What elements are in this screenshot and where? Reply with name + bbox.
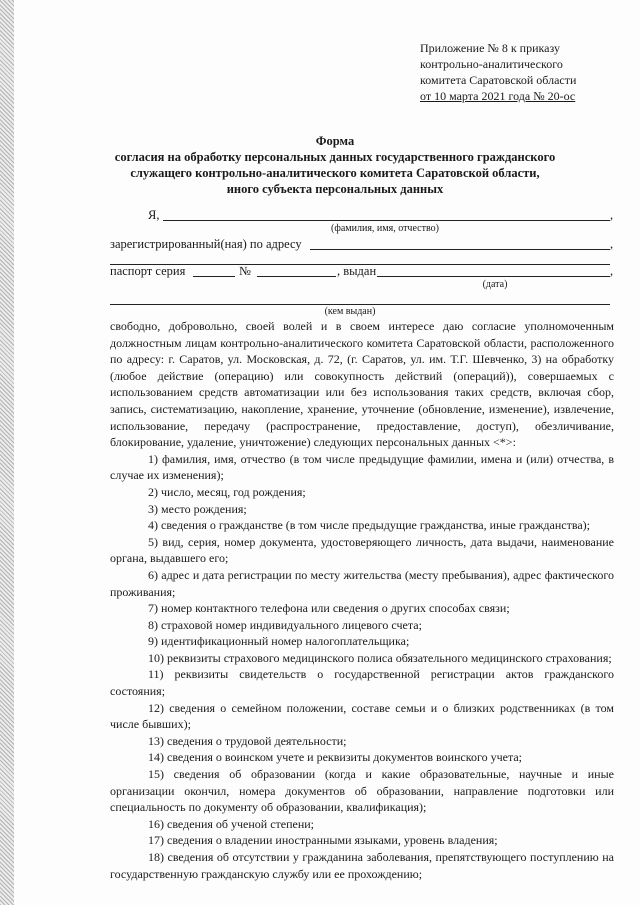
list-item: 13) сведения о трудовой деятельности; xyxy=(148,733,347,748)
address-label: зарегистрированный(ная) по адресу xyxy=(110,237,302,251)
list-item: 5) вид, серия, номер документа, удостоверяющего личность, дата выдачи, наименование органа, выдавшего его; xyxy=(110,534,614,566)
list-item: 10) реквизиты страхового медицинского полиса обязательного медицинского страхования; xyxy=(148,650,612,665)
appendix-block xyxy=(420,40,620,104)
list-item: 16) сведения об ученой степени; xyxy=(148,816,315,831)
appendix-line: комитета Саратовской области xyxy=(420,73,577,87)
issued-label: , выдан xyxy=(337,264,377,278)
appendix-line: Приложение № 8 к приказу xyxy=(420,41,560,55)
list-item: 12) сведения о семейном положении, составе семьи и о близких родственниках (в том числе бывших); xyxy=(110,700,614,732)
form-title-line: согласия на обработку персональных данных государственного гражданского xyxy=(114,150,556,164)
consent-intro: свободно, добровольно, своей волей и в своем интересе даю согласие уполномоченным должностным лицам контрольно-аналитического комитета Саратовской области, расположенного по адресу: г. Саратов, ул. Московская, д. 72, (г. Саратов, ул. им. Т.Г. Шевченко, 3) на обработку (любое действие (операцию) или совокупность действий (операций)), совершаемых с использованием средств автоматизации или без использования таких средств, включая сбор, запись, систематизацию, накопление, хранение, уточнение (обновление, изменение), извлечение, использование, передачу (распространение, предоставление, доступ), обезличивание, блокирование, удаление, уничтожение) следующих персональных данных <*>: xyxy=(110,319,614,450)
list-item: 2) число, месяц, год рождения; xyxy=(148,484,306,499)
issuer-caption: (кем выдан) xyxy=(324,306,376,317)
passport-series-label: паспорт серия xyxy=(110,264,186,278)
form-title-line: служащего контрольно-аналитического комитета Саратовской области, xyxy=(130,166,540,180)
fio-caption: (фамилия, имя, отчество) xyxy=(331,223,439,234)
list-item: 4) сведения о гражданстве (в том числе предыдущие гражданства, иные гражданства); xyxy=(148,518,590,533)
list-item: 15) сведения об образовании (когда и какие образовательные, научные и иные организации окончил, номера документов об образовании, направление подготовки или специальность по документу об образовании, квалификация); xyxy=(110,767,614,815)
appendix-line: контрольно-аналитического xyxy=(420,57,563,71)
issue-date-line[interactable] xyxy=(377,276,610,277)
list-item: 17) сведения о владении иностранными языками, уровень владения; xyxy=(148,833,498,848)
date-caption: (дата) xyxy=(482,279,508,290)
passport-number-line[interactable] xyxy=(257,276,336,277)
consent-body xyxy=(110,318,614,882)
list-item: 14) сведения о воинском учете и реквизиты документов воинского учета; xyxy=(148,750,522,765)
list-item: 3) место рождения; xyxy=(148,501,247,516)
list-item: 7) номер контактного телефона или сведения о других способах связи; xyxy=(148,601,510,616)
fio-line[interactable] xyxy=(163,220,610,221)
ya-label: Я, xyxy=(148,208,160,222)
address-comma: , xyxy=(610,237,614,251)
issuer-line[interactable] xyxy=(110,304,610,305)
list-item: 18) сведения об отсутствии у гражданина заболевания, препятствующего поступлению на государственную гражданскую службу или ее прохождению; xyxy=(110,850,614,881)
form-title xyxy=(100,133,570,197)
issued-comma: , xyxy=(610,264,614,278)
list-item: 9) идентификационный номер налогоплательщика; xyxy=(148,634,410,649)
list-item: 1) фамилия, имя, отчество (в том числе предыдущие фамилии, имена и (или) отчества, в случае их изменения); xyxy=(110,451,614,483)
list-item: 11) реквизиты свидетельств о государственной регистрации актов гражданского состояния; xyxy=(110,667,614,699)
appendix-order-ref: от 10 марта 2021 года № 20-ос xyxy=(420,89,576,103)
form-title-line: Форма xyxy=(315,134,355,148)
passport-number-label: № xyxy=(239,264,251,278)
list-item: 8) страховой номер индивидуального лицевого счета; xyxy=(148,617,422,632)
list-item: 6) адрес и дата регистрации по месту жительства (месту пребывания), адрес фактического проживания; xyxy=(110,567,614,599)
address-line[interactable] xyxy=(310,249,610,250)
form-title-line: иного субъекта персональных данных xyxy=(226,182,444,196)
fio-comma: , xyxy=(610,208,614,222)
passport-series-line[interactable] xyxy=(193,276,235,277)
